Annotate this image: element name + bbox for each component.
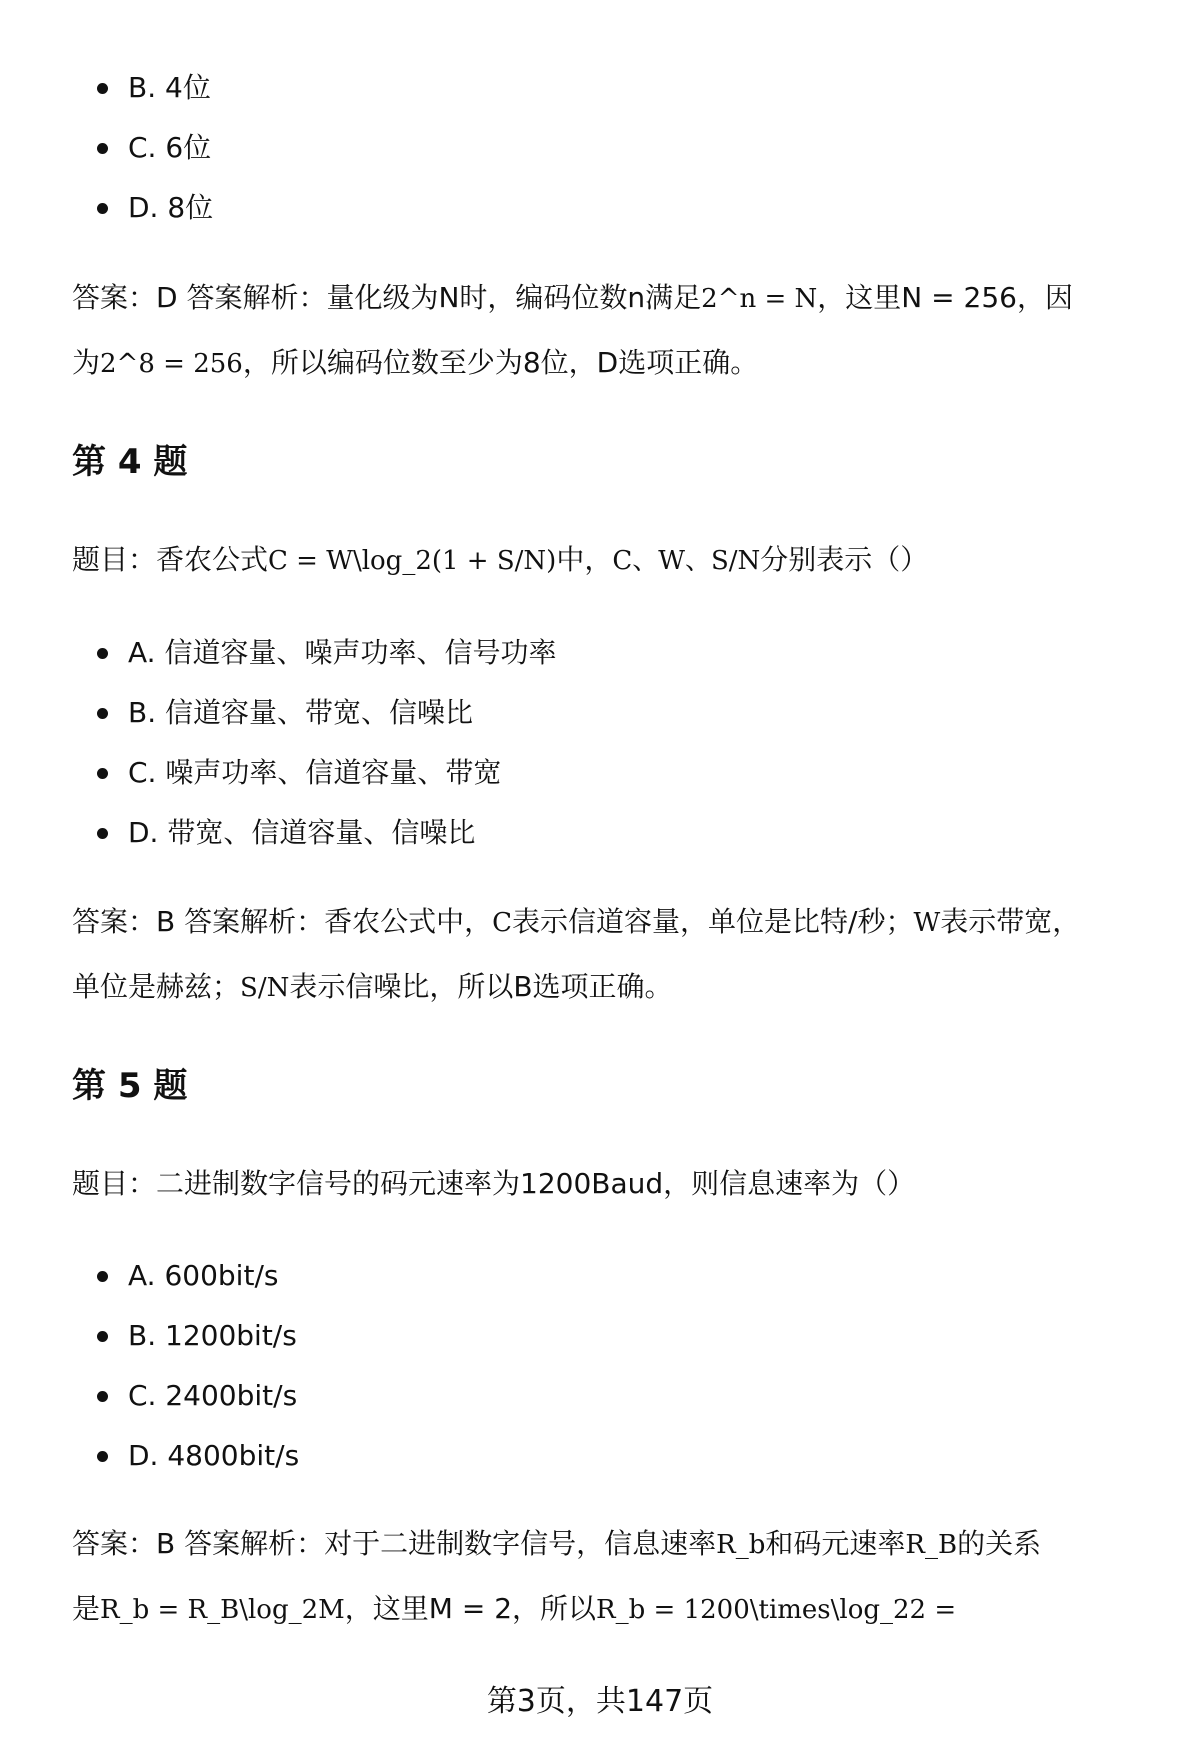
answer-line	[72, 1577, 1142, 1642]
answer-line	[72, 331, 1142, 396]
answer-text: ，这里N = 256，因	[817, 281, 1073, 314]
answer-text: ，所以编码位数至少为8位，D选项正确。	[242, 346, 759, 379]
answer-text: 单位是赫兹；	[72, 970, 241, 1003]
list-item	[72, 1246, 299, 1306]
bullet-icon	[97, 828, 108, 839]
option-text: D. 8位	[128, 191, 214, 224]
answer-text: 的关系	[957, 1527, 1042, 1560]
bullet-icon	[97, 83, 108, 94]
math-expression: R_b	[716, 1530, 766, 1560]
list-item	[72, 118, 213, 178]
bullet-icon	[97, 1271, 108, 1282]
q3-answer	[72, 266, 1142, 396]
option-text: C. 2400bit/s	[128, 1379, 298, 1412]
math-expression: R_b = 1200\times\log_22 =	[596, 1595, 957, 1625]
question-text: 题目：香农公式	[72, 543, 269, 576]
answer-line	[72, 1512, 1142, 1577]
answer-text: 答案：B 答案解析：香农公式中，	[72, 905, 493, 938]
question-line	[72, 528, 1142, 593]
answer-text: 是	[72, 1592, 101, 1625]
list-item	[72, 623, 556, 683]
answer-text: 为	[72, 346, 101, 379]
page-footer: 第3页，共147页	[486, 1684, 714, 1719]
q4-question	[72, 528, 1142, 593]
bullet-icon	[97, 203, 108, 214]
math-expression: C	[492, 908, 513, 938]
q4-options-list	[72, 623, 556, 863]
option-text: B. 4位	[128, 71, 211, 104]
bullet-icon	[97, 1331, 108, 1342]
answer-line	[72, 890, 1142, 955]
q3-options-list	[72, 58, 213, 238]
question-heading: 第 4 题	[72, 442, 188, 482]
question-text: 中，	[556, 543, 613, 576]
answer-line	[72, 266, 1142, 331]
option-text: C. 噪声功率、信道容量、带宽	[128, 756, 502, 789]
option-text: B. 1200bit/s	[128, 1319, 297, 1352]
q5-answer	[72, 1512, 1142, 1642]
math-expression: C = W\log_2(1 + S/N)	[268, 546, 557, 576]
list-item	[72, 1426, 299, 1486]
answer-text: 表示带宽，	[940, 905, 1081, 938]
option-text: D. 4800bit/s	[128, 1439, 300, 1472]
option-text: A. 信道容量、噪声功率、信号功率	[128, 636, 557, 669]
math-expression: C、W、S/N	[612, 546, 761, 576]
bullet-icon	[97, 1451, 108, 1462]
answer-text: 和码元速率	[765, 1527, 906, 1560]
bullet-icon	[97, 648, 108, 659]
answer-text: 表示信道容量，单位是比特/秒；	[512, 905, 914, 938]
q4-answer	[72, 890, 1142, 1020]
option-text: C. 6位	[128, 131, 212, 164]
q5-question	[72, 1152, 1142, 1215]
q5-options-list	[72, 1246, 299, 1486]
math-expression: S/N	[240, 973, 290, 1003]
question-heading: 第 5 题	[72, 1066, 188, 1106]
list-item	[72, 178, 213, 238]
math-expression: 2^8 = 256	[100, 349, 243, 379]
answer-text: 答案：D 答案解析：量化级为N时，编码位数n满足	[72, 281, 702, 314]
list-item	[72, 803, 556, 863]
option-text: D. 带宽、信道容量、信噪比	[128, 816, 476, 849]
list-item	[72, 1366, 299, 1426]
math-expression: R_b = R_B\log_2M	[100, 1595, 345, 1625]
option-text: B. 信道容量、带宽、信噪比	[128, 696, 474, 729]
answer-line	[72, 955, 1142, 1020]
bullet-icon	[97, 768, 108, 779]
answer-text: 答案：B 答案解析：对于二进制数字信号，信息速率	[72, 1527, 717, 1560]
bullet-icon	[97, 1391, 108, 1402]
list-item	[72, 58, 213, 118]
option-text: A. 600bit/s	[128, 1259, 279, 1292]
math-expression: 2^n = N	[701, 284, 818, 314]
math-expression: R_B	[905, 1530, 958, 1560]
list-item	[72, 743, 556, 803]
list-item	[72, 683, 556, 743]
question-text: 分别表示（）	[760, 543, 929, 576]
answer-text: ，这里M = 2，所以	[344, 1592, 597, 1625]
bullet-icon	[97, 708, 108, 719]
question-line: 题目：二进制数字信号的码元速率为1200Baud，则信息速率为（）	[72, 1167, 916, 1200]
math-expression: W	[913, 908, 941, 938]
answer-text: 表示信噪比，所以B选项正确。	[289, 970, 673, 1003]
list-item	[72, 1306, 299, 1366]
bullet-icon	[97, 143, 108, 154]
